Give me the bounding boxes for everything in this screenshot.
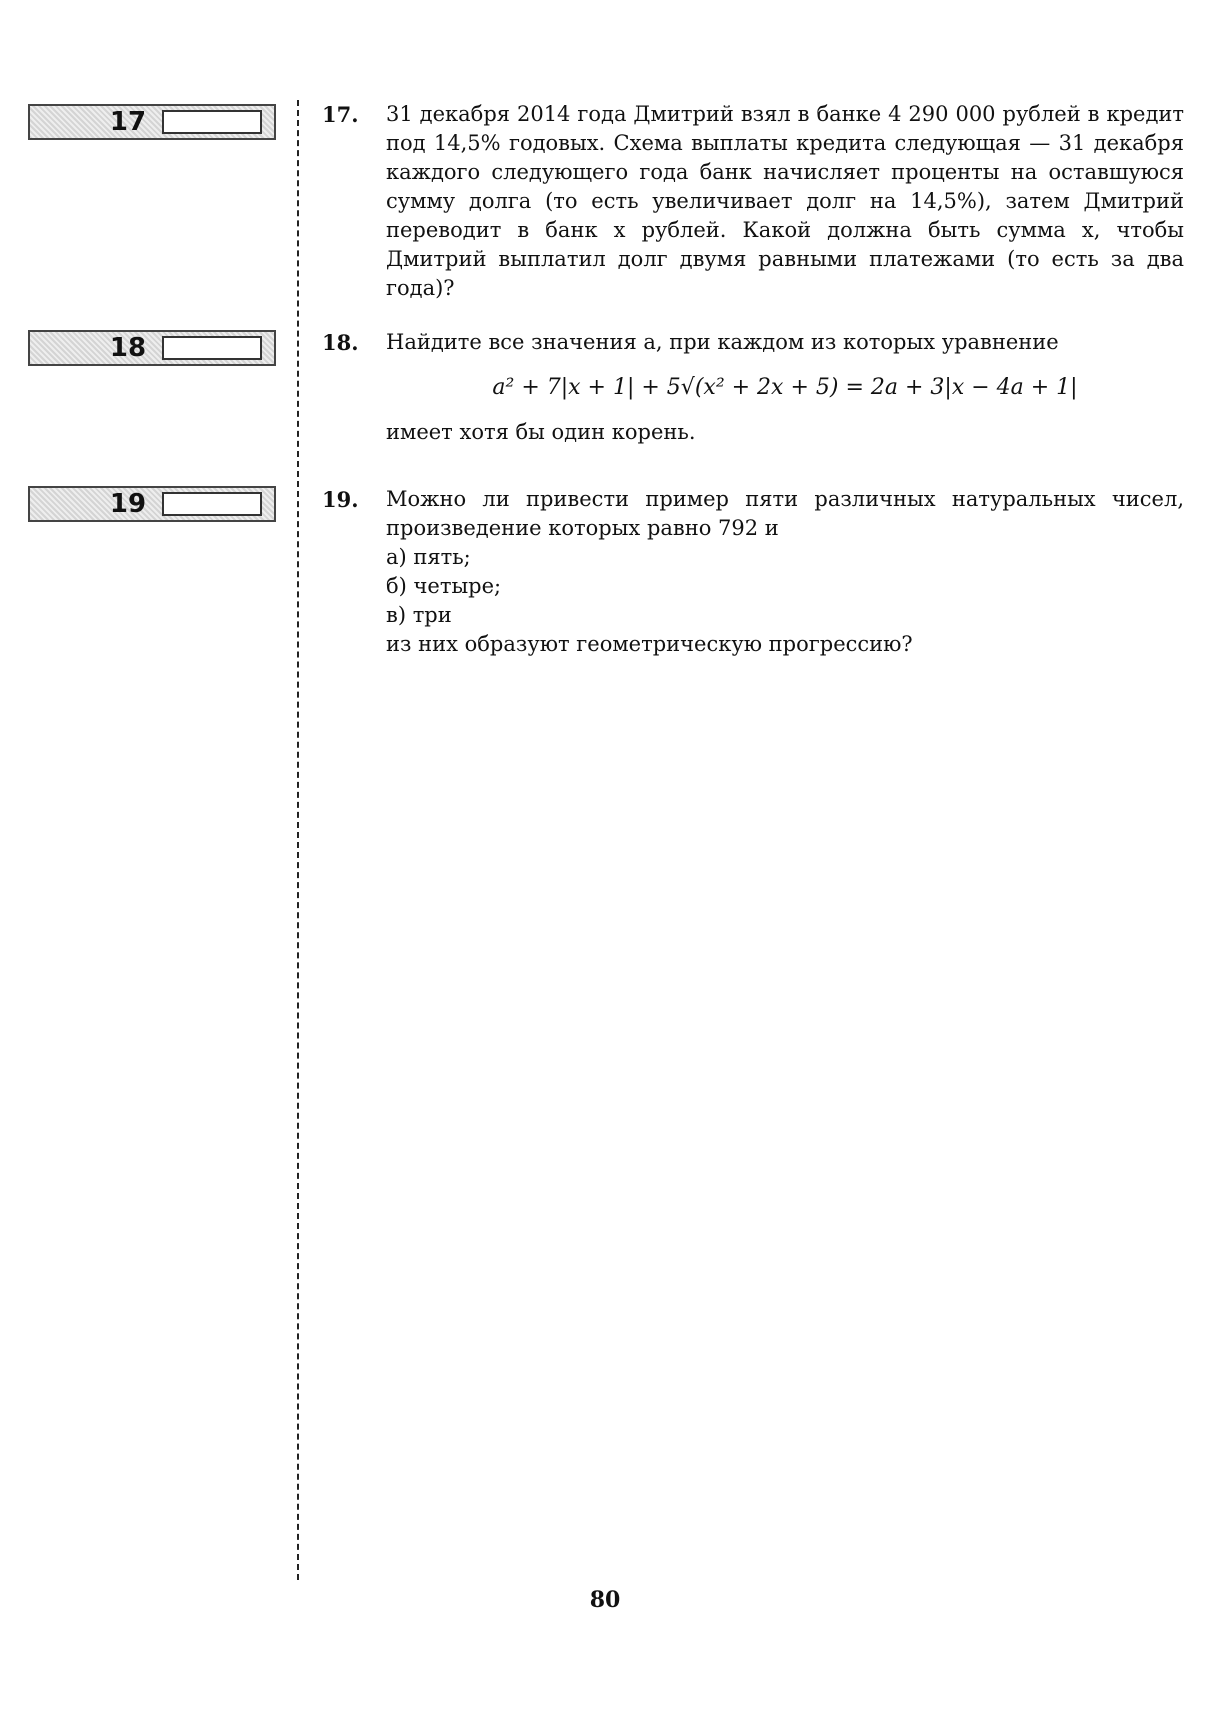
option-c: в) три	[386, 603, 452, 627]
problem-text-after: из них образуют геометрическую прогрессию?	[386, 632, 913, 656]
answer-box-17	[28, 104, 276, 140]
problem-number: 17.	[322, 102, 359, 127]
answer-box-19	[28, 486, 276, 522]
answer-box-number: 18	[109, 333, 147, 363]
problem-number: 18.	[322, 330, 359, 355]
answer-box-number: 19	[109, 489, 147, 519]
answer-field[interactable]	[162, 492, 262, 516]
equation: a² + 7|x + 1| + 5√(x² + 2x + 5) = 2a + 3|x − 4a + 1|	[492, 375, 1078, 400]
problem-text: 31 декабря 2014 года Дмитрий взял в банке 4 290 000 рублей в кредит под 14,5% годовых. Схема выплаты кредита следующая — 31 декабря каждого следующего года банк начисляет проценты на оставшуюся сумму долга (то есть увеличивает долг на 14,5%), затем Дмитрий переводит в банк x рублей. Какой должна быть сумма x, чтобы Дмитрий выплатил долг двумя равными платежами (то есть за два года)?	[386, 102, 1184, 300]
page-number: 80	[589, 1587, 621, 1613]
option-a: а) пять;	[386, 545, 471, 569]
problem-text: Найдите все значения a, при каждом из которых уравнение	[386, 330, 1059, 354]
answer-field[interactable]	[162, 110, 262, 134]
problem-number: 19.	[322, 487, 359, 512]
answer-box-number: 17	[109, 107, 147, 137]
cut-line	[297, 100, 299, 1580]
problem-text-after: имеет хотя бы один корень.	[386, 420, 696, 444]
problem-18	[322, 328, 1184, 447]
problem-text: Можно ли привести пример пяти различных натуральных чисел, произведение которых равно 792 и	[386, 487, 1184, 540]
answer-box-18	[28, 330, 276, 366]
option-b: б) четыре;	[386, 574, 502, 598]
answer-field[interactable]	[162, 336, 262, 360]
problem-19	[322, 485, 1184, 659]
problem-17	[322, 100, 1184, 303]
